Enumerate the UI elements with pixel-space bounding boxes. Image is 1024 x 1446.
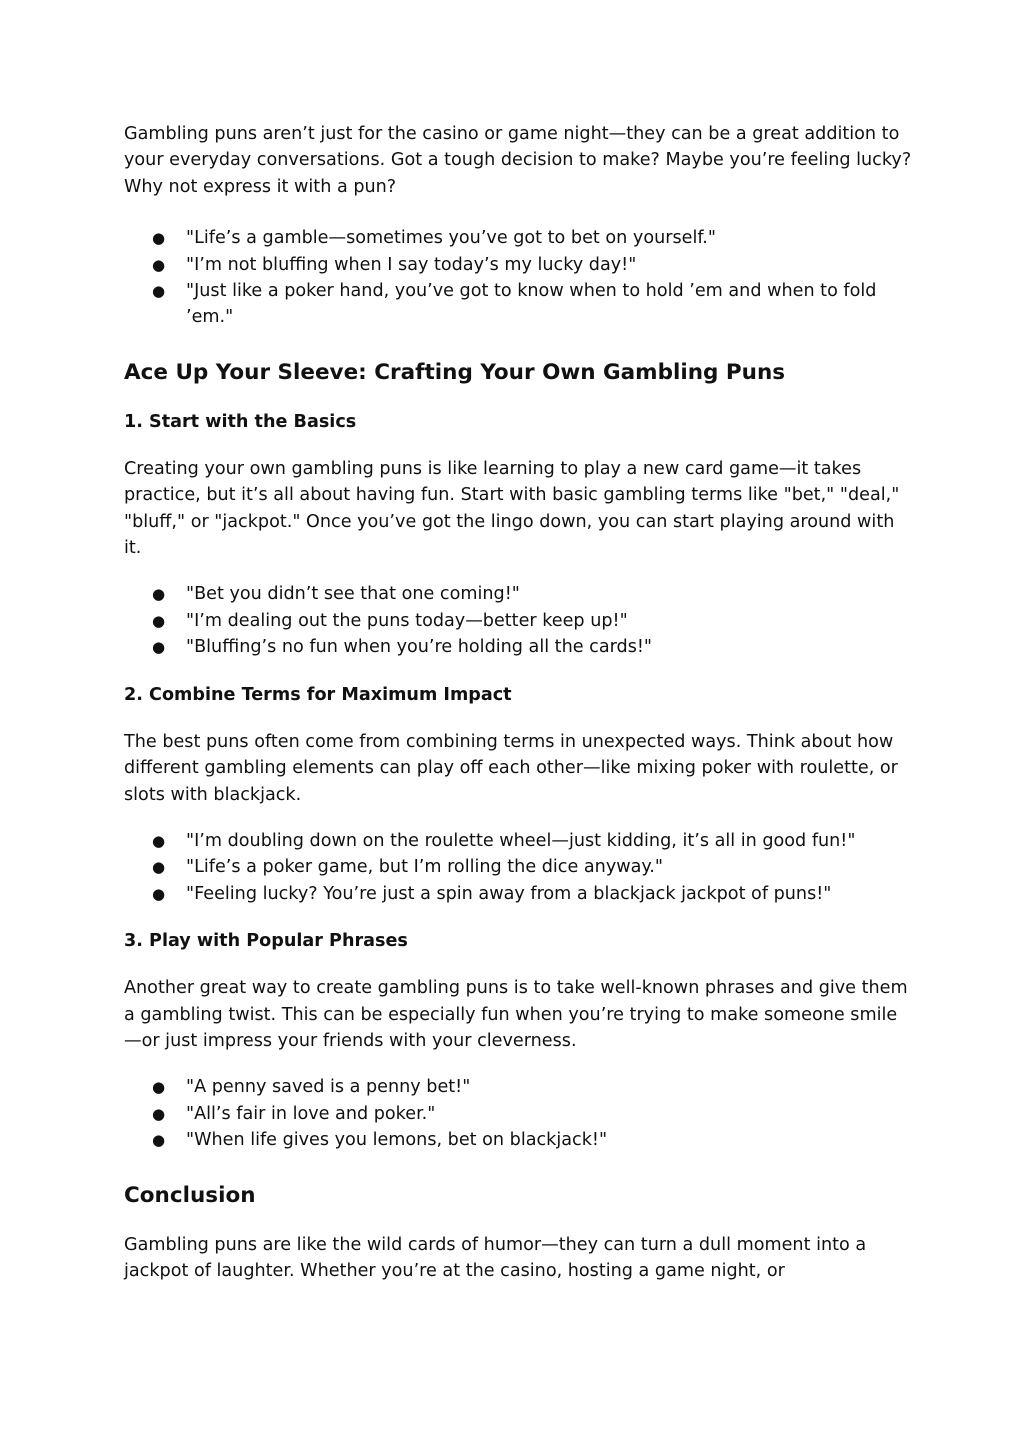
list-item: ● "When life gives you lemons, bet on blackjack!" bbox=[124, 1127, 914, 1153]
subsection-bullet-list bbox=[124, 1074, 914, 1153]
list-item: ● "Bluffing’s no fun when you’re holding all the cards!" bbox=[124, 634, 914, 660]
list-item: ● "Feeling lucky? You’re just a spin away from a blackjack jackpot of puns!" bbox=[124, 881, 914, 907]
list-item: ● "I’m not bluffing when I say today’s my lucky day!" bbox=[124, 252, 914, 278]
list-item: ● "Life’s a gamble—sometimes you’ve got to bet on yourself." bbox=[124, 225, 914, 251]
list-item: ● "I’m doubling down on the roulette wheel—just kidding, it’s all in good fun!" bbox=[124, 828, 914, 854]
conclusion-heading: Conclusion bbox=[124, 1182, 256, 1208]
subsection-heading: 1. Start with the Basics bbox=[124, 411, 357, 432]
subsection-bullet-list bbox=[124, 828, 914, 907]
conclusion-paragraph: Gambling puns are like the wild cards of humor—they can turn a dull moment into a jackpot of laughter. Whether you’re at the casino, hosting a game night, or bbox=[124, 1234, 867, 1281]
intro-paragraph: Gambling puns aren’t just for the casino or game night—they can be a great addition to your everyday conversations. Got a tough decision to make? Maybe you’re feeling lucky? Why not express it with a pun? bbox=[124, 124, 912, 197]
intro-bullet-list bbox=[124, 225, 914, 331]
document-page bbox=[124, 121, 914, 1284]
list-item: ● "Life’s a poker game, but I’m rolling the dice anyway." bbox=[124, 854, 914, 880]
subsection-paragraph: Another great way to create gambling puns is to take well-known phrases and give them a gambling twist. This can be especially fun when you’re trying to make someone smile—or just impress your friends with your cleverness. bbox=[124, 978, 908, 1051]
subsection-paragraph: The best puns often come from combining terms in unexpected ways. Think about how different gambling elements can play off each other—like mixing poker with roulette, or slots with blackjack. bbox=[124, 731, 898, 805]
list-item: ● "All’s fair in love and poker." bbox=[124, 1101, 914, 1127]
list-item: ● "I’m dealing out the puns today—better keep up!" bbox=[124, 608, 914, 634]
list-item: ● "Bet you didn’t see that one coming!" bbox=[124, 581, 914, 607]
list-item: ● "Just like a poker hand, you’ve got to know when to hold ’em and when to fold ’em." bbox=[124, 278, 914, 331]
subsection-bullet-list bbox=[124, 581, 914, 660]
subsection-heading: 2. Combine Terms for Maximum Impact bbox=[124, 684, 512, 705]
list-item: ● "A penny saved is a penny bet!" bbox=[124, 1074, 914, 1100]
subsection-heading: 3. Play with Popular Phrases bbox=[124, 931, 408, 952]
subsection-paragraph: Creating your own gambling puns is like learning to play a new card game—it takes practice, but it’s all about having fun. Start with basic gambling terms like "bet," "deal," "bluff," or "jackpot." Once you’ve got the lingo down, you can start playing around with it. bbox=[124, 458, 900, 559]
section-heading: Ace Up Your Sleeve: Crafting Your Own Gambling Puns bbox=[124, 359, 786, 385]
